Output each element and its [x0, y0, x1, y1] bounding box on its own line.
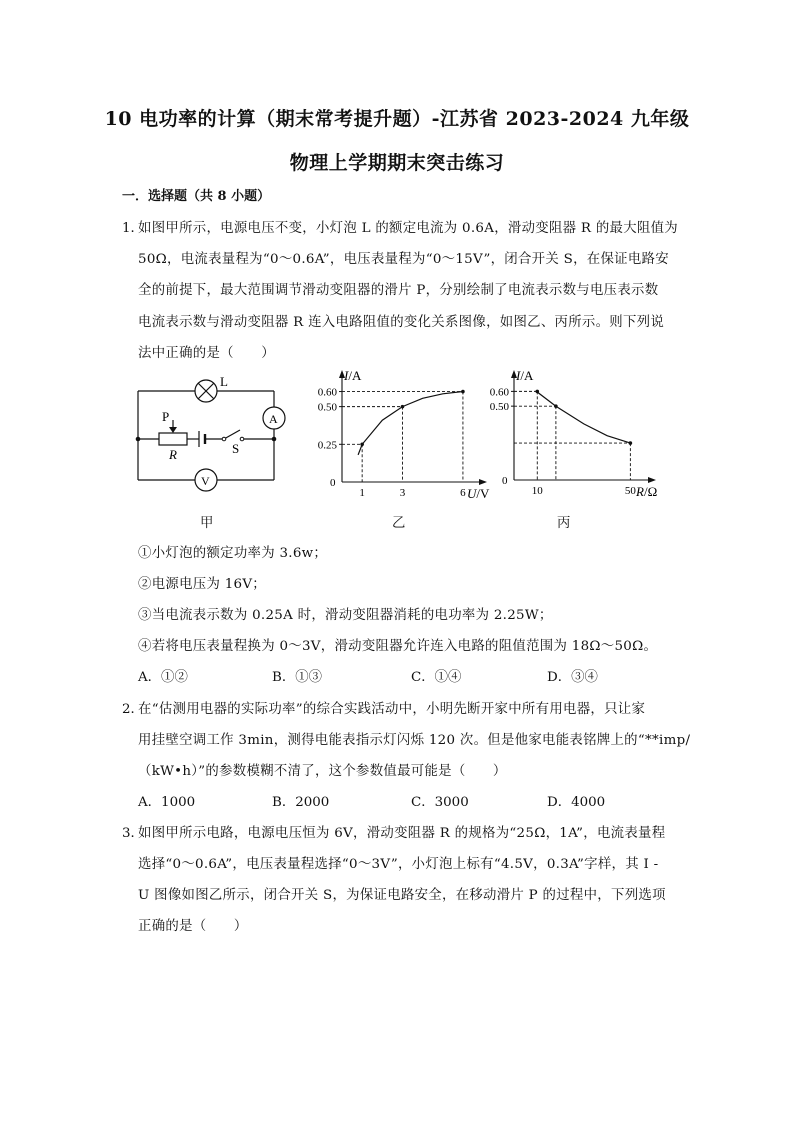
curve-line — [537, 391, 630, 443]
q1-statement: ④若将电压表量程换为 0～3V，滑动变阻器允许连入电路的阻值范围为 18Ω～50Ω。 — [138, 639, 658, 654]
caption-yi: 乙 — [392, 516, 406, 531]
x-axis-arrow — [648, 477, 656, 483]
y-tick-label: 0.60 — [489, 386, 509, 399]
y-tick-label: 0.50 — [489, 401, 509, 414]
q2-line: 用挂壁空调工作 3min，测得电能表指示灯闪烁 120 次。但是他家电能表铭牌上的“**imp/ — [138, 733, 691, 748]
y-tick-label: 0.25 — [317, 439, 337, 452]
x-tick-label: 1 — [359, 487, 365, 499]
y-tick-label: 0.50 — [317, 401, 337, 414]
q2-number: 2． — [122, 702, 144, 717]
voltmeter-label: V — [201, 474, 210, 488]
x-axis-label: R/Ω — [636, 484, 658, 499]
q1-line: 全的前提下，最大范围调节滑动变阻器的滑片 P，分别绘制了电流表示数与电压表示数 — [138, 283, 659, 298]
q1-option-c[interactable]: C．①④ — [411, 670, 462, 685]
origin-label: 0 — [330, 477, 336, 489]
x-tick-label: 6 — [460, 487, 466, 499]
x-tick-label: 3 — [399, 487, 406, 499]
graph-yi — [300, 366, 490, 504]
lamp-symbol — [195, 380, 217, 402]
q2-option-b[interactable]: B．2000 — [272, 795, 330, 810]
q1-option-d[interactable]: D．③④ — [547, 670, 598, 685]
q1-line: 如图甲所示，电源电压不变，小灯泡 L 的额定电流为 0.6A，滑动变阻器 R 的最大阻值为 — [138, 221, 679, 236]
y-axis-label: I/A — [516, 368, 534, 383]
q3-line: 正确的是（ ） — [138, 919, 248, 934]
x-tick-label: 50 — [624, 485, 636, 497]
q1-line: 50Ω，电流表量程为“0～0.6A”，电压表量程为“0～15V”，闭合开关 S，在保证电路安 — [138, 252, 669, 267]
caption-bing: 丙 — [557, 516, 571, 531]
section-heading: 一．选择题（共 8 小题） — [122, 189, 271, 204]
q3-line: 选择“0～0.6A”，电压表量程选择“0～3V”，小灯泡上标有“4.5V，0.3A”字样，其 I - — [138, 857, 659, 872]
q1-number: 1． — [122, 221, 144, 236]
q3-line: 如图甲所示电路，电源电压恒为 6V，滑动变阻器 R 的规格为“25Ω，1A”，电流表量程 — [138, 826, 666, 841]
q2-line: （kW•h）”的参数模糊不清了，这个参数值最可能是（ ） — [138, 764, 507, 779]
q2-line: 在“估测用电器的实际功率”的综合实践活动中，小明先断开家中所有用电器，只让家 — [138, 702, 646, 717]
q3-number: 3． — [122, 826, 144, 841]
origin-label: 0 — [502, 475, 508, 487]
q1-statement: ③当电流表示数为 0.25A 时，滑动变阻器消耗的电功率为 2.25W； — [138, 608, 553, 623]
x-tick-label: 10 — [531, 485, 543, 497]
q3-line: U 图像如图乙所示，闭合开关 S，为保证电路安全，在移动滑片 P 的过程中，下列选项 — [138, 888, 666, 903]
q1-option-a[interactable]: A．①② — [138, 670, 188, 685]
q2-option-a[interactable]: A．1000 — [138, 795, 196, 810]
graph-bing — [480, 366, 658, 504]
q2-option-c[interactable]: C．3000 — [411, 795, 469, 810]
page-title-line-2: 物理上学期期末突击练习 — [289, 152, 505, 174]
q1-line: 法中正确的是（ ） — [138, 346, 275, 361]
page-title-line-1: 10 电功率的计算（期末常考提升题）-江苏省 2023-2024 九年级 — [104, 108, 690, 130]
q2-option-d[interactable]: D．4000 — [547, 795, 606, 810]
ammeter-label: A — [269, 412, 278, 426]
y-tick-label: 0.60 — [317, 386, 337, 399]
resistor-label: R — [169, 447, 177, 462]
caption-jia: 甲 — [200, 516, 214, 531]
q1-option-b[interactable]: B．①③ — [272, 670, 323, 685]
y-axis-label: I/A — [344, 368, 362, 383]
x-axis-label: U/V — [467, 486, 490, 501]
q1-statement: ①小灯泡的额定功率为 3.6w； — [138, 546, 328, 561]
q1-statement: ②电源电压为 16V； — [138, 577, 266, 592]
q1-line: 电流表示数与滑动变阻器 R 连入电路阻值的变化关系图像，如图乙、丙所示。则下列说 — [138, 315, 665, 330]
lamp-label: L — [220, 374, 228, 389]
circuit-diagram — [130, 368, 295, 498]
curve-line — [358, 392, 463, 455]
switch-label: S — [232, 441, 240, 456]
slider-label: P — [162, 409, 170, 424]
